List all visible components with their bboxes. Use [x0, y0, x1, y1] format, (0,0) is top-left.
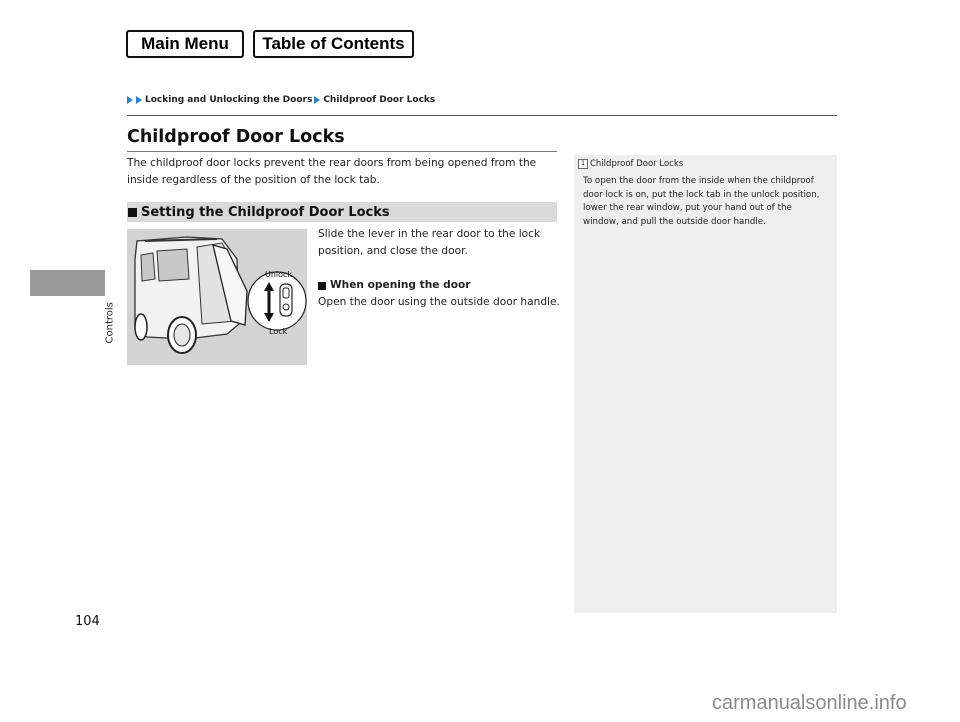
arrow-right-icon — [314, 96, 320, 104]
subheading-bullet-icon — [318, 282, 326, 290]
intro-text: The childproof door locks prevent the rear doors from being opened from the inside regardless of the position of the lock tab. — [127, 157, 537, 186]
table-of-contents-button[interactable]: Table of Contents — [253, 30, 414, 58]
subheading: When opening the door — [330, 279, 471, 291]
subheading-row — [318, 277, 563, 294]
header-divider — [127, 115, 837, 116]
note-title: Childproof Door Locks — [590, 159, 684, 169]
title-divider — [127, 151, 557, 152]
main-menu-button[interactable]: Main Menu — [126, 30, 244, 58]
instructions — [318, 226, 563, 311]
section-bullet-icon — [128, 208, 137, 217]
instruction-text: Slide the lever in the rear door to the lock position, and close the door. — [318, 228, 541, 257]
note-body: To open the door from the inside when the childproof door lock is on, put the lock tab in the unlock position, lower the rear window, put your hand out of the window, and pull the outside door handle. — [583, 176, 820, 227]
arrow-right-icon — [136, 96, 142, 104]
arrow-right-icon — [127, 96, 133, 104]
note-box — [574, 155, 837, 613]
unlock-label: Unlock — [265, 270, 293, 279]
breadcrumb — [127, 93, 435, 107]
lock-label: Lock — [269, 327, 288, 336]
breadcrumb-item-locking-unlocking[interactable]: Locking and Unlocking the Doors — [145, 95, 313, 105]
note-title-row — [578, 159, 683, 169]
section-heading-bar — [127, 202, 557, 222]
page-title: Childproof Door Locks — [127, 127, 345, 147]
note-number-icon: 1 — [578, 159, 588, 169]
watermark: carmanualsonline.info — [712, 692, 907, 714]
childproof-lock-illustration — [127, 229, 307, 365]
vehicle-door-illustration — [127, 229, 307, 365]
chapter-label: Controls — [104, 302, 116, 344]
section-heading: Setting the Childproof Door Locks — [141, 204, 390, 220]
breadcrumb-item-childproof: Childproof Door Locks — [323, 95, 436, 105]
page-number: 104 — [75, 614, 100, 629]
chapter-tab — [30, 270, 105, 296]
sub-text: Open the door using the outside door handle. — [318, 296, 560, 308]
